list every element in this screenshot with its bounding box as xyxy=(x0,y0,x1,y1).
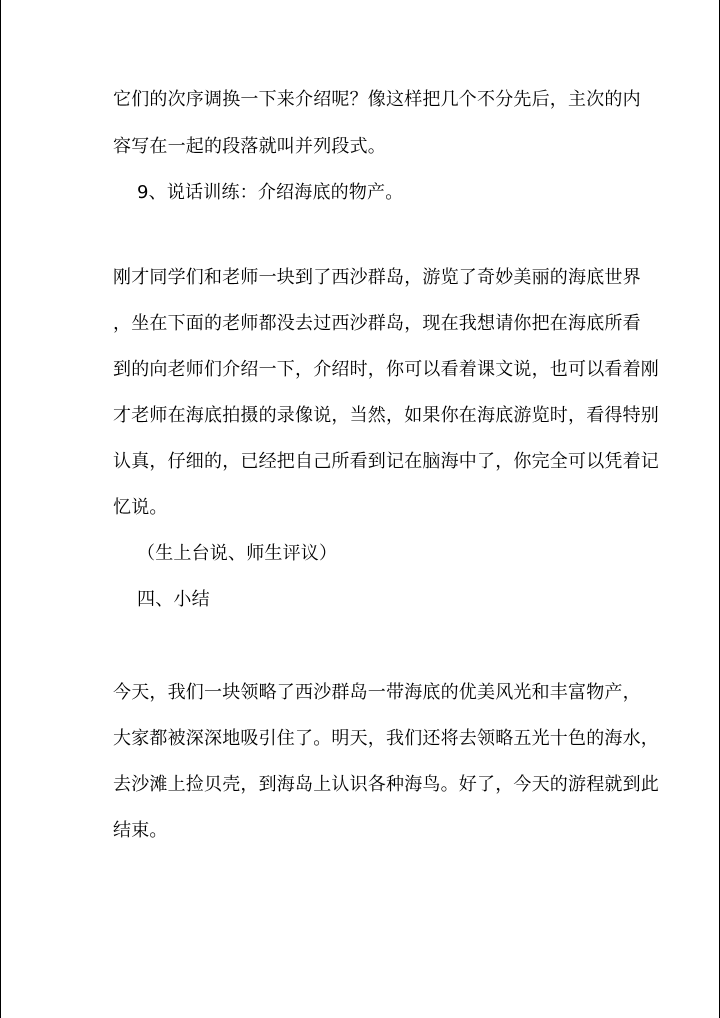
text-line-15: 结束。 xyxy=(113,820,168,841)
text-line-12: 今天，我们一块领略了西沙群岛一带海底的优美风光和丰富物产， xyxy=(113,682,641,703)
text-line-6: 到的向老师们介绍一下，介绍时，你可以看着课文说，也可以看着刚 xyxy=(113,359,659,380)
text-line-9: 忆说。 xyxy=(113,497,168,518)
section-heading-speaking-training: 9、说话训练：介绍海底的物产。 xyxy=(137,182,404,203)
text-line-14: 去沙滩上捡贝壳，到海岛上认识各种海鸟。好了，今天的游程就到此 xyxy=(113,774,659,795)
text-line-4: 刚才同学们和老师一块到了西沙群岛，游览了奇妙美丽的海底世界 xyxy=(113,267,641,288)
text-line-13: 大家都被深深地吸引住了。明天，我们还将去领略五光十色的海水， xyxy=(113,728,659,749)
section-heading-summary: 四、小结 xyxy=(137,589,210,610)
text-line-5: ，坐在下面的老师都没去过西沙群岛，现在我想请你把在海底所看 xyxy=(113,313,641,334)
text-line-7: 才老师在海底拍摄的录像说，当然，如果你在海底游览时，看得特别 xyxy=(113,405,659,426)
text-line-activity-note: （生上台说、师生评议） xyxy=(137,543,338,564)
text-line-2: 容写在一起的段落就叫并列段式。 xyxy=(113,136,386,157)
text-line-1: 它们的次序调换一下来介绍呢？像这样把几个不分先后，主次的内 xyxy=(113,89,641,110)
text-line-8: 认真，仔细的，已经把自己所看到记在脑海中了，你完全可以凭着记 xyxy=(113,451,659,472)
page-left-border xyxy=(0,0,1,1018)
